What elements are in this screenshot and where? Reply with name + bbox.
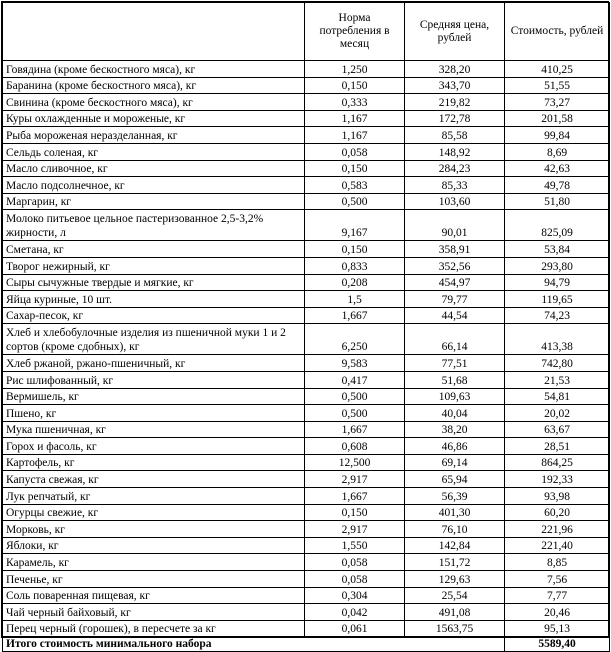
- norm-cell: 1,5: [305, 291, 405, 308]
- cost-cell: 42,63: [505, 160, 610, 177]
- norm-cell: 1,667: [305, 307, 405, 324]
- table-row: [3, 193, 610, 210]
- product-name-cell: Сметана, кг: [3, 241, 305, 258]
- product-name-cell: Чай черный байховый, кг: [3, 604, 305, 621]
- cost-cell: 49,78: [505, 177, 610, 194]
- norm-cell: 0,150: [305, 504, 405, 521]
- price-cell: 51,68: [405, 371, 505, 388]
- total-row: [3, 637, 610, 652]
- norm-cell: 1,167: [305, 110, 405, 127]
- table-row: [3, 405, 610, 422]
- norm-cell: 0,061: [305, 620, 405, 637]
- product-name-cell: Хлеб и хлебобулочные изделия из пшеничной муки 1 и 2 сортов (кроме сдобных), кг: [3, 324, 305, 355]
- product-name-cell: Сахар-песок, кг: [3, 307, 305, 324]
- table-row: [3, 127, 610, 144]
- product-name-cell: Творог нежирный, кг: [3, 257, 305, 274]
- norm-cell: 0,058: [305, 554, 405, 571]
- table-row: [3, 110, 610, 127]
- norm-cell: 0,833: [305, 257, 405, 274]
- price-cell: 328,20: [405, 61, 505, 78]
- table-row: [3, 620, 610, 637]
- norm-cell: 1,167: [305, 127, 405, 144]
- norm-cell: 0,583: [305, 177, 405, 194]
- table-row: [3, 388, 610, 405]
- norm-cell: 0,058: [305, 143, 405, 160]
- table-row: [3, 61, 610, 78]
- norm-cell: 1,667: [305, 421, 405, 438]
- price-cell: 38,20: [405, 421, 505, 438]
- norm-cell: 0,042: [305, 604, 405, 621]
- table-row: [3, 160, 610, 177]
- cost-cell: 95,13: [505, 620, 610, 637]
- cost-cell: 742,80: [505, 355, 610, 372]
- total-label: Итого стоимость минимального набора: [3, 637, 505, 652]
- cost-cell: 21,53: [505, 371, 610, 388]
- product-name-cell: Хлеб ржаной, ржано-пшеничный, кг: [3, 355, 305, 372]
- norm-cell: 0,208: [305, 274, 405, 291]
- price-cell: 56,39: [405, 488, 505, 505]
- table-row: [3, 521, 610, 538]
- cost-cell: 293,80: [505, 257, 610, 274]
- total-value: 5589,40: [505, 637, 610, 652]
- price-cell: 358,91: [405, 241, 505, 258]
- cost-cell: 221,40: [505, 537, 610, 554]
- cost-cell: 119,65: [505, 291, 610, 308]
- price-cell: 142,84: [405, 537, 505, 554]
- product-name-cell: Сыры сычужные твердые и мягкие, кг: [3, 274, 305, 291]
- cost-cell: 825,09: [505, 210, 610, 241]
- norm-cell: 0,500: [305, 405, 405, 422]
- cost-cell: 192,33: [505, 471, 610, 488]
- header-norm: Норма потребления в месяц: [305, 3, 405, 61]
- price-cell: 79,77: [405, 291, 505, 308]
- price-cell: 219,82: [405, 94, 505, 111]
- table-row: [3, 355, 610, 372]
- cost-cell: 8,85: [505, 554, 610, 571]
- price-cell: 44,54: [405, 307, 505, 324]
- product-name-cell: Сельдь соленая, кг: [3, 143, 305, 160]
- price-cell: 1563,75: [405, 620, 505, 637]
- table-row: [3, 291, 610, 308]
- table-row: [3, 94, 610, 111]
- header-price: Средняя цена, рублей: [405, 3, 505, 61]
- price-cell: 66,14: [405, 324, 505, 355]
- norm-cell: 0,417: [305, 371, 405, 388]
- product-name-cell: Яблоки, кг: [3, 537, 305, 554]
- table-row: [3, 471, 610, 488]
- product-name-cell: Соль поваренная пищевая, кг: [3, 587, 305, 604]
- table-row: [3, 454, 610, 471]
- product-name-cell: Мука пшеничная, кг: [3, 421, 305, 438]
- price-cell: 65,94: [405, 471, 505, 488]
- cost-cell: 864,25: [505, 454, 610, 471]
- product-name-cell: Масло сливочное, кг: [3, 160, 305, 177]
- price-cell: 69,14: [405, 454, 505, 471]
- price-cell: 77,51: [405, 355, 505, 372]
- price-cell: 103,60: [405, 193, 505, 210]
- table-row: [3, 257, 610, 274]
- cost-cell: 20,02: [505, 405, 610, 422]
- table-row: [3, 371, 610, 388]
- product-name-cell: Маргарин, кг: [3, 193, 305, 210]
- price-cell: 46,86: [405, 438, 505, 455]
- cost-cell: 94,79: [505, 274, 610, 291]
- price-cell: 172,78: [405, 110, 505, 127]
- product-name-cell: Рыба мороженая неразделанная, кг: [3, 127, 305, 144]
- product-name-cell: Рис шлифованный, кг: [3, 371, 305, 388]
- norm-cell: 12,500: [305, 454, 405, 471]
- cost-cell: 20,46: [505, 604, 610, 621]
- price-cell: 284,23: [405, 160, 505, 177]
- norm-cell: 0,500: [305, 193, 405, 210]
- product-name-cell: Печенье, кг: [3, 571, 305, 588]
- table-row: [3, 504, 610, 521]
- norm-cell: 1,667: [305, 488, 405, 505]
- cost-cell: 74,23: [505, 307, 610, 324]
- table-row: [3, 587, 610, 604]
- cost-cell: 51,80: [505, 193, 610, 210]
- norm-cell: 9,167: [305, 210, 405, 241]
- cost-cell: 99,84: [505, 127, 610, 144]
- table-body: [3, 61, 610, 637]
- product-name-cell: Морковь, кг: [3, 521, 305, 538]
- cost-cell: 93,98: [505, 488, 610, 505]
- product-name-cell: Перец черный (горошек), в пересчете за кг: [3, 620, 305, 637]
- cost-cell: 28,51: [505, 438, 610, 455]
- header-product: [3, 3, 305, 61]
- cost-cell: 73,27: [505, 94, 610, 111]
- norm-cell: 0,150: [305, 160, 405, 177]
- norm-cell: 0,150: [305, 241, 405, 258]
- table-row: [3, 438, 610, 455]
- table-row: [3, 177, 610, 194]
- price-cell: 129,63: [405, 571, 505, 588]
- norm-cell: 0,058: [305, 571, 405, 588]
- norm-cell: 9,583: [305, 355, 405, 372]
- product-name-cell: Баранина (кроме бескостного мяса), кг: [3, 77, 305, 94]
- table-row: [3, 604, 610, 621]
- price-cell: 491,08: [405, 604, 505, 621]
- norm-cell: 2,917: [305, 471, 405, 488]
- cost-cell: 60,20: [505, 504, 610, 521]
- price-cell: 109,63: [405, 388, 505, 405]
- price-cell: 343,70: [405, 77, 505, 94]
- price-cell: 85,58: [405, 127, 505, 144]
- price-cell: 151,72: [405, 554, 505, 571]
- table-row: [3, 488, 610, 505]
- price-cell: 352,56: [405, 257, 505, 274]
- price-cell: 401,30: [405, 504, 505, 521]
- cost-cell: 410,25: [505, 61, 610, 78]
- norm-cell: 0,333: [305, 94, 405, 111]
- price-cell: 454,97: [405, 274, 505, 291]
- cost-cell: 63,67: [505, 421, 610, 438]
- table-row: [3, 274, 610, 291]
- price-cell: 85,33: [405, 177, 505, 194]
- table-row: [3, 241, 610, 258]
- product-name-cell: Свинина (кроме бескостного мяса), кг: [3, 94, 305, 111]
- price-cell: 25,54: [405, 587, 505, 604]
- table-row: [3, 421, 610, 438]
- norm-cell: 0,608: [305, 438, 405, 455]
- header-cost: Стоимость, рублей: [505, 3, 610, 61]
- price-cell: 40,04: [405, 405, 505, 422]
- cost-cell: 54,81: [505, 388, 610, 405]
- product-name-cell: Картофель, кг: [3, 454, 305, 471]
- table-row: [3, 77, 610, 94]
- product-name-cell: Молоко питьевое цельное пастеризованное 2,5-3,2% жирности, л: [3, 210, 305, 241]
- product-name-cell: Карамель, кг: [3, 554, 305, 571]
- table-row: [3, 554, 610, 571]
- cost-cell: 221,96: [505, 521, 610, 538]
- product-name-cell: Куры охлажденные и мороженые, кг: [3, 110, 305, 127]
- norm-cell: 6,250: [305, 324, 405, 355]
- norm-cell: 0,304: [305, 587, 405, 604]
- product-name-cell: Лук репчатый, кг: [3, 488, 305, 505]
- price-cell: 148,92: [405, 143, 505, 160]
- table-row: [3, 307, 610, 324]
- table-row: [3, 537, 610, 554]
- cost-cell: 7,77: [505, 587, 610, 604]
- product-name-cell: Яйца куриные, 10 шт.: [3, 291, 305, 308]
- cost-cell: 51,55: [505, 77, 610, 94]
- norm-cell: 0,500: [305, 388, 405, 405]
- cost-cell: 201,58: [505, 110, 610, 127]
- product-name-cell: Вермишель, кг: [3, 388, 305, 405]
- norm-cell: 1,250: [305, 61, 405, 78]
- cost-cell: 53,84: [505, 241, 610, 258]
- norm-cell: 1,550: [305, 537, 405, 554]
- product-name-cell: Масло подсолнечное, кг: [3, 177, 305, 194]
- table-row: [3, 210, 610, 241]
- food-basket-table: [2, 2, 610, 652]
- product-name-cell: Говядина (кроме бескостного мяса), кг: [3, 61, 305, 78]
- table-row: [3, 324, 610, 355]
- cost-cell: 7,56: [505, 571, 610, 588]
- price-cell: 90,01: [405, 210, 505, 241]
- price-table-container: [1, 1, 609, 651]
- norm-cell: 0,150: [305, 77, 405, 94]
- price-cell: 76,10: [405, 521, 505, 538]
- product-name-cell: Пшено, кг: [3, 405, 305, 422]
- product-name-cell: Огурцы свежие, кг: [3, 504, 305, 521]
- cost-cell: 8,69: [505, 143, 610, 160]
- table-header-row: [3, 3, 610, 61]
- product-name-cell: Горох и фасоль, кг: [3, 438, 305, 455]
- norm-cell: 2,917: [305, 521, 405, 538]
- product-name-cell: Капуста свежая, кг: [3, 471, 305, 488]
- table-row: [3, 571, 610, 588]
- cost-cell: 413,38: [505, 324, 610, 355]
- table-row: [3, 143, 610, 160]
